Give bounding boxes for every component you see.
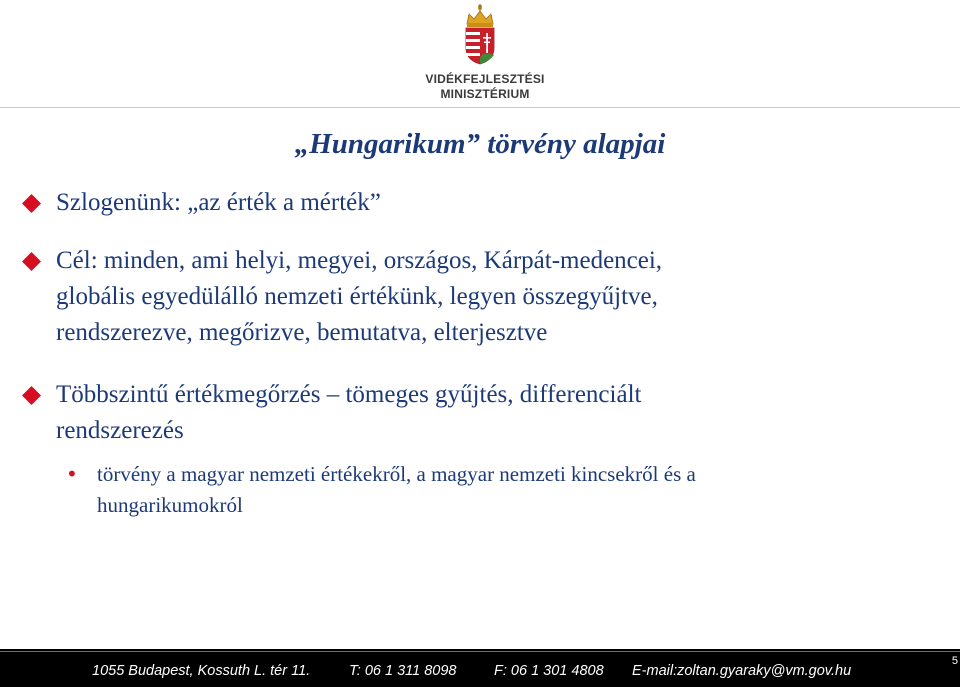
ministry-name [420, 72, 550, 102]
page-number: 5 [951, 655, 958, 667]
footer-address: 1055 Budapest, Kossuth L. tér 11. [92, 663, 311, 679]
red-diamond-bullet-icon [22, 386, 41, 405]
footer-phone: T: 06 1 311 8098 [349, 663, 457, 679]
red-diamond-bullet-icon [22, 252, 41, 271]
sub-bullet-law-line-1: törvény a magyar nemzeti értékekről, a magyar nemzeti kincsekről és a [97, 462, 696, 486]
ministry-name-line2: MINISZTÉRIUM [440, 87, 530, 101]
bullet-slogan [22, 185, 942, 221]
hungarian-coat-of-arms-icon [461, 2, 499, 66]
bullet-slogan-line-1: Szlogenünk: „az érték a mérték” [56, 189, 381, 216]
header-divider [0, 107, 960, 108]
ministry-logo [420, 2, 550, 106]
bullet-goal-line-3: rendszerezve, megőrizve, bemutatva, elterjesztve [56, 319, 548, 346]
bullet-multilevel-line-1: Többszintű értékmegőrzés – tömeges gyűjtés, differenciált [56, 381, 642, 408]
sub-bullet-law [66, 459, 926, 521]
footer-divider [0, 651, 960, 652]
slide-title: „Hungarikum” törvény alapjai [294, 128, 666, 160]
bullet-goal [22, 243, 942, 351]
red-diamond-bullet-icon [22, 194, 41, 213]
footer-fax: F: 06 1 301 4808 [494, 663, 604, 679]
ministry-name-line1: VIDÉKFEJLESZTÉSI [425, 72, 545, 86]
footer-email: E-mail:zoltan.gyaraky@vm.gov.hu [632, 663, 852, 679]
bullet-multilevel [22, 377, 942, 449]
bullet-goal-line-1: Cél: minden, ami helyi, megyei, országos, Kárpát-medencei, [56, 247, 663, 274]
bullet-multilevel-line-2: rendszerezés [56, 417, 184, 444]
bullet-goal-line-2: globális egyedülálló nemzeti értékünk, legyen összegyűjtve, [56, 283, 658, 310]
bullet-dot-icon: • [66, 462, 78, 486]
sub-bullet-law-line-2: hungarikumokról [97, 493, 243, 517]
